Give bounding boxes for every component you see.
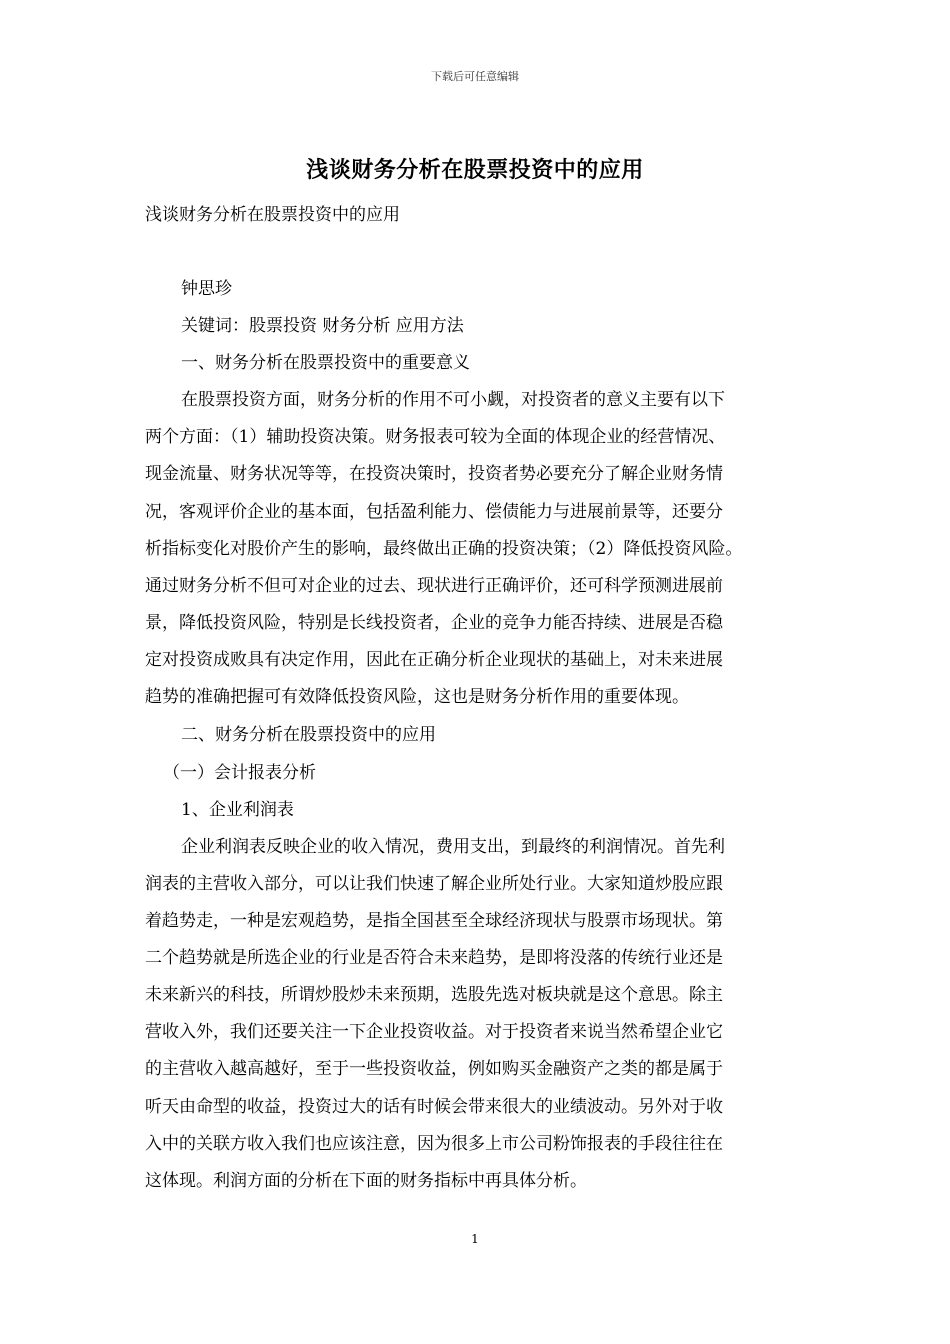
author: 钟思珍 bbox=[181, 279, 232, 299]
paragraph-line: 析指标变化对股价产生的影响，最终做出正确的投资决策；（2）降低投资风险。 bbox=[145, 539, 743, 559]
paragraph-line: 定对投资成败具有决定作用，因此在正确分析企业现状的基础上，对未来进展 bbox=[145, 650, 723, 670]
paragraph-line: 现金流量、财务状况等等，在投资决策时，投资者势必要充分了解企业财务情 bbox=[145, 464, 723, 484]
section-heading-2: 二、财务分析在股票投资中的应用 bbox=[181, 725, 436, 745]
paragraph-line: 在股票投资方面，财务分析的作用不可小觑，对投资者的意义主要有以下 bbox=[181, 390, 725, 410]
paragraph-line: 企业利润表反映企业的收入情况，费用支出，到最终的利润情况。首先利 bbox=[181, 837, 725, 857]
paragraph-line: 听天由命型的收益，投资过大的话有时候会带来很大的业绩波动。另外对于收 bbox=[145, 1097, 723, 1117]
section-heading-1: 一、财务分析在股票投资中的重要意义 bbox=[181, 353, 470, 373]
paragraph-line: 况，客观评价企业的基本面，包括盈利能力、偿债能力与进展前景等，还要分 bbox=[145, 502, 723, 522]
page-header: 下载后可任意编辑 bbox=[431, 70, 519, 83]
paragraph-line: 通过财务分析不但可对企业的过去、现状进行正确评价，还可科学预测进展前 bbox=[145, 576, 723, 596]
paragraph-line: 这体现。利润方面的分析在下面的财务指标中再具体分析。 bbox=[145, 1171, 587, 1191]
paragraph-line: 未来新兴的科技，所谓炒股炒未来预期，选股先选对板块就是这个意思。除主 bbox=[145, 985, 723, 1005]
paragraph-line: 二个趋势就是所选企业的行业是否符合未来趋势，是即将没落的传统行业还是 bbox=[145, 948, 723, 968]
paragraph-line: 着趋势走，一种是宏观趋势，是指全国甚至全球经济现状与股票市场现状。第 bbox=[145, 911, 723, 931]
document-title: 浅谈财务分析在股票投资中的应用 bbox=[306, 157, 644, 183]
paragraph-line: 营收入外，我们还要关注一下企业投资收益。对于投资者来说当然希望企业它 bbox=[145, 1022, 723, 1042]
paragraph-line: 两个方面：（1）辅助投资决策。财务报表可较为全面的体现企业的经营情况、 bbox=[145, 427, 726, 447]
paragraph-line: 景，降低投资风险，特别是长线投资者，企业的竞争力能否持续、进展是否稳 bbox=[145, 613, 723, 633]
keywords: 关键词：股票投资 财务分析 应用方法 bbox=[181, 316, 464, 336]
paragraph-line: 趋势的准确把握可有效降低投资风险，这也是财务分析作用的重要体现。 bbox=[145, 687, 689, 707]
subtitle-line: 浅谈财务分析在股票投资中的应用 bbox=[145, 205, 400, 225]
item-heading: 1、企业利润表 bbox=[181, 800, 294, 820]
paragraph-line: 入中的关联方收入我们也应该注意，因为很多上市公司粉饰报表的手段往往在 bbox=[145, 1134, 723, 1154]
subsection-heading: （一）会计报表分析 bbox=[163, 763, 316, 783]
page-number: 1 bbox=[471, 1232, 479, 1246]
paragraph-line: 润表的主营收入部分，可以让我们快速了解企业所处行业。大家知道炒股应跟 bbox=[145, 874, 723, 894]
paragraph-line: 的主营收入越高越好，至于一些投资收益，例如购买金融资产之类的都是属于 bbox=[145, 1059, 723, 1079]
